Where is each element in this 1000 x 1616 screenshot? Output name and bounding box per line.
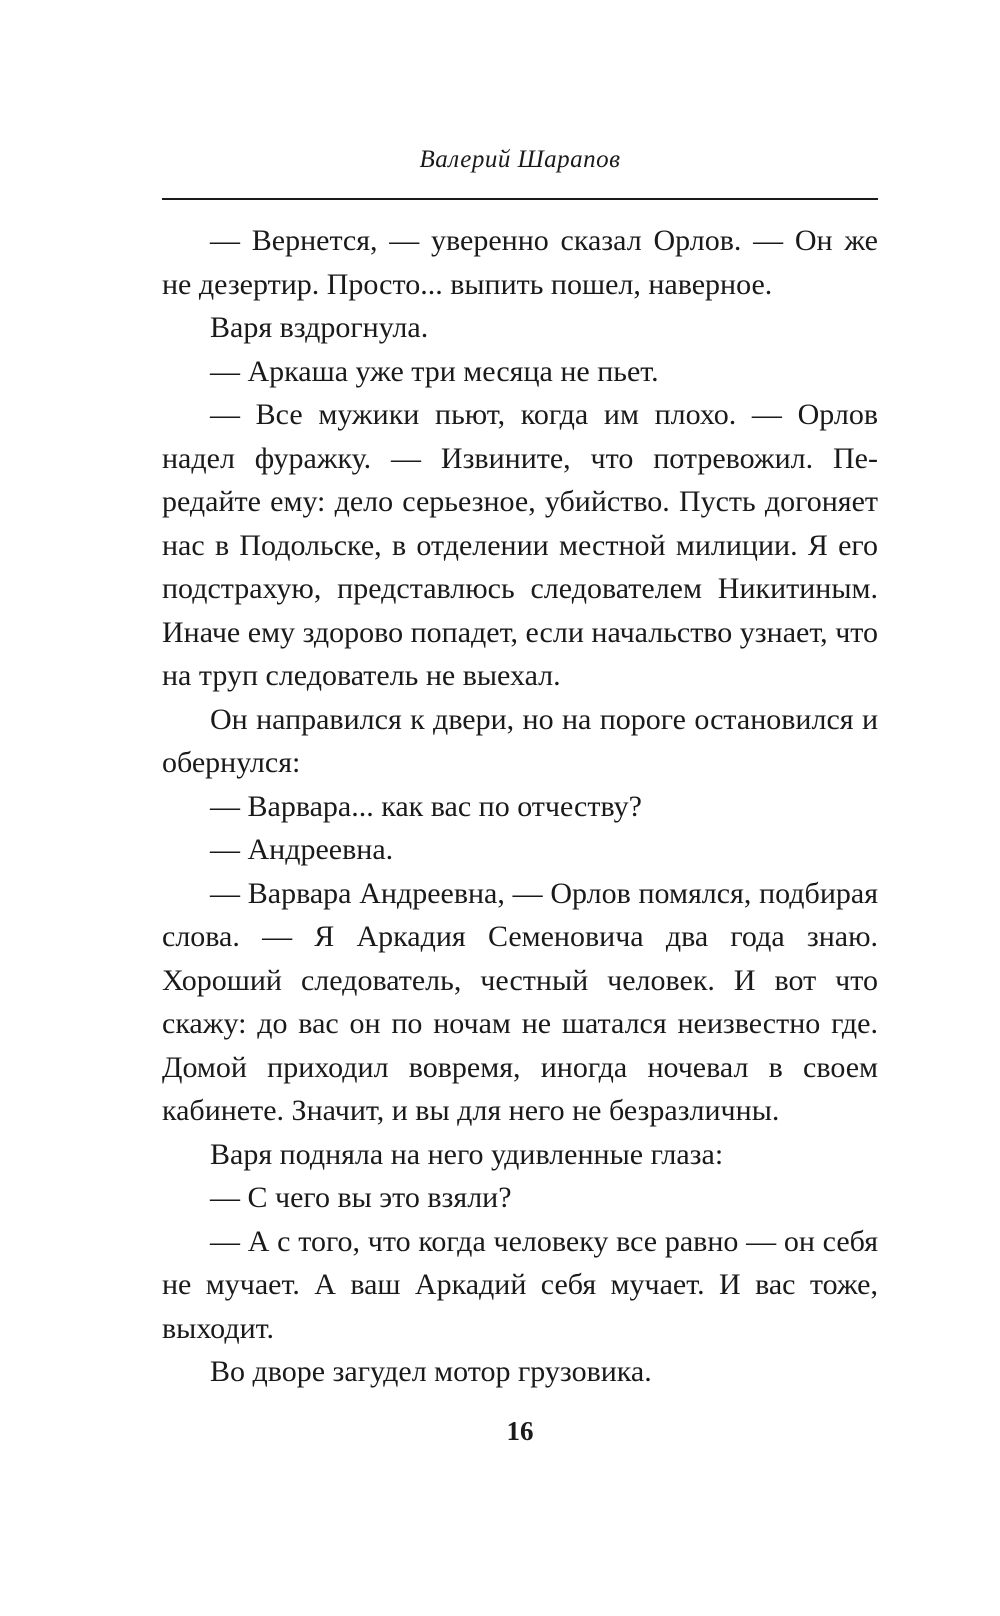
- paragraph: — А с того, что когда человеку все равно — он себя не мучает. А ваш Аркадий себя мучает. И вас тоже, выходит.: [162, 1224, 878, 1345]
- paragraph: — Варвара... как вас по отчеству?: [210, 789, 642, 823]
- paragraph: — Варвара Андреевна, — Орлов помялся, подбирая слова. — Я Аркадия Семеновича два года знаю. Хороший следователь, честный человек. И вот что скажу: до вас он по ночам не шатался неизвестно где. Домой приходил вовремя, иногда ночевал в своем кабинете. Значит, и вы для него не безразличны.: [162, 876, 878, 1127]
- paragraph: — С чего вы это взяли?: [210, 1181, 512, 1214]
- paragraph: Во дворе загудел мотор грузовика.: [210, 1355, 652, 1388]
- paragraph: — Андреевна.: [210, 833, 394, 866]
- running-head-author: Валерий Шарапов: [419, 146, 621, 173]
- paragraph: — Вернется, — уверенно сказал Орлов. — Он же не дезертир. Просто... выпить пошел, наверное.: [162, 224, 878, 301]
- body-text: [162, 219, 878, 1394]
- page-number: 16: [506, 1416, 534, 1446]
- header-rule: [162, 198, 878, 200]
- paragraph: — Аркаша уже три месяца не пьет.: [210, 354, 659, 388]
- paragraph: Варя вздрогнула.: [210, 311, 429, 344]
- paragraph: Он направился к двери, но на пороге остановился и обернулся:: [162, 702, 878, 779]
- paragraph: Варя подняла на него удивленные глаза:: [210, 1137, 724, 1171]
- paragraph: — Все мужики пьют, когда им плохо. — Орлов надел фуражку. — Извините, что потревожил. Передайте ему: дело серьезное, убийство. Пусть догоняет нас в Подольске, в отделении местной милиции. Я его подстрахую, представлюсь следователем Никитиным. Иначе ему здорово попадет, если начальство узнает, что на труп следователь не выехал.: [162, 398, 878, 692]
